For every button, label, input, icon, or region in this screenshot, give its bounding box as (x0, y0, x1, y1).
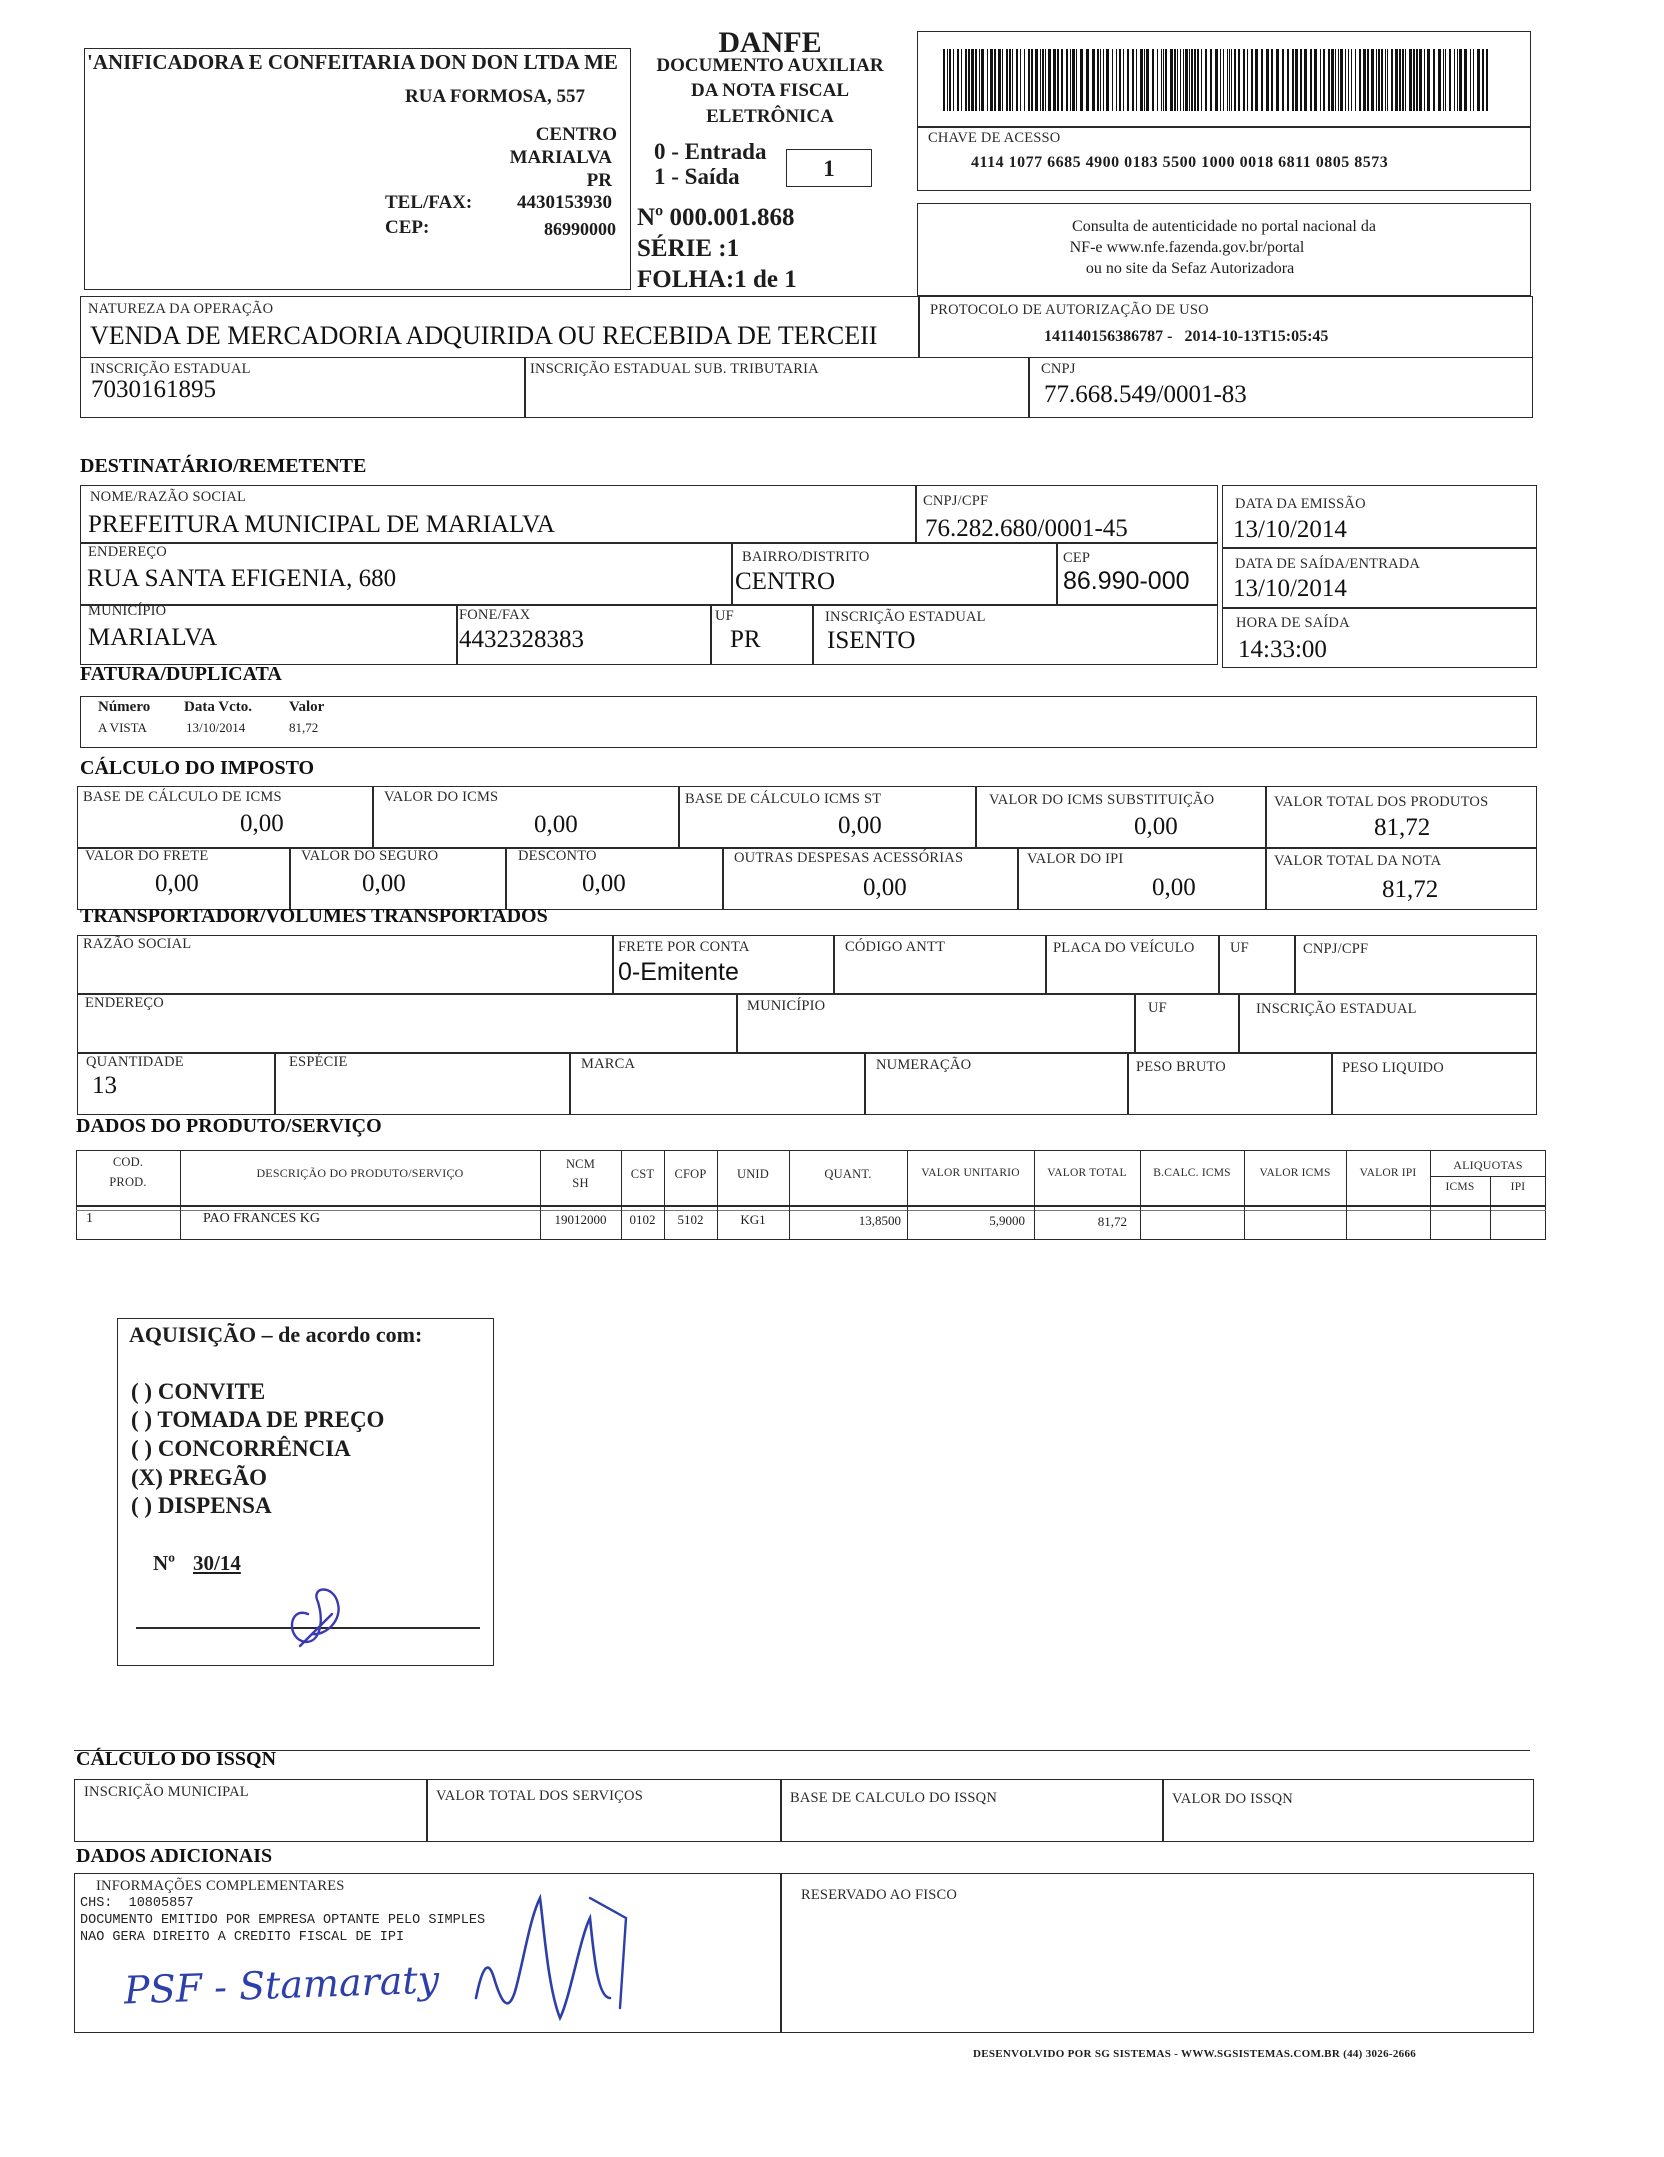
fatura-h-valor: Valor (289, 699, 325, 715)
dest-nome-label: NOME/RAZÃO SOCIAL (90, 489, 247, 505)
produtos-section: DADOS DO PRODUTO/SERVIÇO (76, 1115, 382, 1137)
emitente-cep: 86990000 (544, 219, 616, 239)
issqn-im-label: INSCRIÇÃO MUNICIPAL (84, 1784, 249, 1800)
fatura-num: A VISTA (98, 720, 147, 735)
danfe-folha: FOLHA:1 de 1 (637, 266, 797, 293)
adic-fisco-label: RESERVADO AO FISCO (801, 1887, 958, 1903)
dest-uf: PR (730, 626, 761, 653)
v-icms-value: 0,00 (534, 811, 578, 838)
v-icms-label: VALOR DO ICMS (384, 789, 499, 805)
dest-uf-label: UF (715, 608, 734, 624)
danfe-tipo: 1 (823, 156, 835, 181)
initials-signature (280, 1584, 360, 1652)
emitente-tel-label: TEL/FAX: (385, 192, 473, 213)
v-icms-sub-label: VALOR DO ICMS SUBSTITUIÇÃO (989, 792, 1215, 808)
adic-l1: CHS: 10805857 (80, 1896, 194, 1911)
transp-peso-l-label: PESO LIQUIDO (1342, 1060, 1444, 1076)
adic-info-label: INFORMAÇÕES COMPLEMENTARES (96, 1878, 345, 1894)
transp-marca-label: MARCA (581, 1056, 636, 1072)
row-cst: 0102 (629, 1212, 656, 1227)
transp-uf2-label: UF (1148, 1000, 1167, 1016)
stamp-dispensa: ( ) DISPENSA (131, 1493, 272, 1518)
dest-ie: ISENTO (827, 627, 916, 654)
footer-credit: DESENVOLVIDO POR SG SISTEMAS - WWW.SGSISTEMAS.COM.BR (44) 3026-2666 (973, 2048, 1417, 2060)
fatura-section: FATURA/DUPLICATA (80, 663, 282, 685)
fatura-valor: 81,72 (289, 720, 319, 735)
h-cod1: COD. (112, 1155, 144, 1169)
v-ipi-label: VALOR DO IPI (1027, 851, 1124, 867)
h-quant: QUANT. (824, 1167, 872, 1181)
v-seguro-value: 0,00 (362, 870, 406, 897)
transp-qtd-label: QUANTIDADE (86, 1054, 184, 1070)
outras-value: 0,00 (863, 874, 907, 901)
transp-antt-label: CÓDIGO ANTT (845, 939, 946, 955)
dest-saida: 13/10/2014 (1233, 575, 1347, 602)
stamp-convite: ( ) CONVITE (131, 1379, 266, 1404)
dest-emissao: 13/10/2014 (1233, 516, 1347, 543)
ie-label: INSCRIÇÃO ESTADUAL (90, 361, 251, 377)
natureza-label: NATUREZA DA OPERAÇÃO (88, 301, 274, 317)
bc-icms-value: 0,00 (240, 810, 284, 837)
signature-scrawl (460, 1878, 640, 2038)
protocolo-value: 141140156386787 - 2014-10-13T15:05:45 (1044, 328, 1329, 345)
danfe-sub3: ELETRÔNICA (706, 106, 834, 127)
emitente-bairro: CENTRO (535, 124, 617, 145)
dest-hora: 14:33:00 (1238, 636, 1327, 663)
stamp-concorrencia: ( ) CONCORRÊNCIA (131, 1436, 351, 1461)
transp-frete-label: FRETE POR CONTA (618, 939, 750, 955)
issqn-vts-label: VALOR TOTAL DOS SERVIÇOS (436, 1788, 643, 1804)
stamp-num-label: Nº (153, 1551, 176, 1575)
stamp-num: 30/14 (193, 1551, 241, 1575)
transp-numeracao-label: NUMERAÇÃO (876, 1057, 972, 1073)
fatura-h-data: Data Vcto. (184, 699, 253, 715)
transp-mun-label: MUNICÍPIO (747, 998, 826, 1014)
dest-emissao-label: DATA DA EMISSÃO (1235, 496, 1366, 512)
emitente-endereco: RUA FORMOSA, 557 (405, 86, 585, 107)
v-tot-nota-value: 81,72 (1382, 876, 1439, 903)
v-seguro-label: VALOR DO SEGURO (301, 848, 439, 864)
row-unid: KG1 (740, 1212, 766, 1227)
protocolo-label: PROTOCOLO DE AUTORIZAÇÃO DE USO (930, 302, 1209, 318)
barcode-graphic (943, 49, 1489, 111)
consulta-l3: ou no site da Sefaz Autorizadora (1085, 260, 1295, 277)
danfe-saida: 1 - Saída (654, 164, 740, 189)
row-cfop: 5102 (677, 1212, 704, 1227)
h-aicms: ICMS (1445, 1181, 1475, 1193)
ie-value: 7030161895 (91, 376, 216, 403)
dest-mun-label: MUNICÍPIO (88, 603, 167, 619)
dest-section: DESTINATÁRIO/REMETENTE (80, 455, 367, 477)
dest-cep: 86.990-000 (1063, 567, 1190, 595)
outras-label: OUTRAS DESPESAS ACESSÓRIAS (734, 850, 964, 866)
row-vunit: 5,9000 (989, 1213, 1025, 1228)
v-icms-sub-value: 0,00 (1134, 813, 1178, 840)
dest-bairro-label: BAIRRO/DISTRITO (742, 549, 870, 565)
dest-bairro: CENTRO (735, 568, 835, 595)
emitente-cep-label: CEP: (385, 217, 430, 238)
cnpj-label: CNPJ (1041, 361, 1076, 377)
issqn-valor-label: VALOR DO ISSQN (1172, 1791, 1293, 1807)
iest-label: INSCRIÇÃO ESTADUAL SUB. TRIBUTARIA (530, 361, 819, 377)
h-ncm2: SH (572, 1176, 589, 1190)
dest-cep-label: CEP (1063, 550, 1091, 566)
dest-end: RUA SANTA EFIGENIA, 680 (87, 565, 397, 592)
stamp-pregao: (X) PREGÃO (131, 1465, 268, 1490)
h-aipi: IPI (1510, 1181, 1526, 1193)
stamp-tomada: ( ) TOMADA DE PREÇO (131, 1407, 385, 1432)
dest-mun: MARIALVA (88, 624, 218, 651)
bc-icms-st-label: BASE DE CÁLCULO ICMS ST (685, 791, 882, 807)
v-frete-label: VALOR DO FRETE (85, 848, 209, 864)
transp-especie-label: ESPÉCIE (289, 1054, 348, 1070)
issqn-base-label: BASE DE CALCULO DO ISSQN (790, 1790, 998, 1806)
fatura-data: 13/10/2014 (186, 720, 246, 735)
danfe-title: DANFE (718, 26, 822, 59)
danfe-numero: Nº 000.001.868 (637, 204, 795, 231)
v-frete-value: 0,00 (155, 870, 199, 897)
row-cod: 1 (86, 1211, 93, 1226)
h-bcalc: B.CALC. ICMS (1153, 1167, 1231, 1179)
desconto-label: DESCONTO (518, 848, 597, 864)
danfe-serie: SÉRIE :1 (637, 235, 740, 262)
produtos-table (76, 1150, 1546, 1240)
row-vtotal: 81,72 (1097, 1214, 1127, 1229)
transp-razao-label: RAZÃO SOCIAL (83, 936, 192, 952)
transp-frete-value: 0-Emitente (618, 958, 739, 986)
danfe-entrada: 0 - Entrada (654, 139, 767, 164)
v-ipi-value: 0,00 (1152, 874, 1196, 901)
v-tot-nota-label: VALOR TOTAL DA NOTA (1274, 853, 1442, 869)
fatura-h-num: Número (98, 699, 151, 715)
v-tot-prod-value: 81,72 (1374, 814, 1431, 841)
emitente-cidade: MARIALVA (509, 147, 612, 168)
handwritten-note: PSF - Stamaraty (123, 1957, 440, 2013)
h-ncm1: NCM (565, 1157, 596, 1171)
natureza-value: VENDA DE MERCADORIA ADQUIRIDA OU RECEBIDA DE TERCEII (90, 321, 878, 350)
h-unid: UNID (736, 1167, 770, 1181)
emitente-nome: 'ANIFICADORA E CONFEITARIA DON DON LTDA ME (87, 50, 618, 74)
dest-fone-label: FONE/FAX (459, 607, 531, 623)
dest-end-label: ENDEREÇO (88, 544, 167, 560)
h-cod2: PROD. (109, 1175, 147, 1189)
h-vipi: VALOR IPI (1359, 1167, 1417, 1179)
transp-peso-b-label: PESO BRUTO (1136, 1059, 1226, 1075)
dest-ie-label: INSCRIÇÃO ESTADUAL (825, 609, 986, 625)
dest-nome: PREFEITURA MUNICIPAL DE MARIALVA (88, 511, 555, 538)
v-tot-prod-label: VALOR TOTAL DOS PRODUTOS (1274, 794, 1489, 810)
cnpj-value: 77.668.549/0001-83 (1044, 381, 1247, 408)
transp-qtd-value: 13 (92, 1072, 117, 1099)
chave-label: CHAVE DE ACESSO (928, 130, 1061, 146)
row-desc: PAO FRANCES KG (203, 1211, 320, 1226)
transp-ie-label: INSCRIÇÃO ESTADUAL (1256, 1001, 1417, 1017)
danfe-sub1: DOCUMENTO AUXILIAR (656, 55, 884, 76)
issqn-box (74, 1779, 1534, 1842)
consulta-l1: Consulta de autenticidade no portal nacional da (1072, 218, 1376, 235)
issqn-section: CÁLCULO DO ISSQN (76, 1748, 277, 1770)
emitente-tel: 4430153930 (517, 192, 612, 213)
stamp-title: AQUISIÇÃO – de acordo com: (129, 1322, 423, 1347)
h-desc: DESCRIÇÃO DO PRODUTO/SERVIÇO (256, 1166, 464, 1180)
row-quant: 13,8500 (858, 1213, 901, 1228)
emitente-uf: PR (586, 170, 612, 191)
h-vunit: VALOR UNITARIO (921, 1167, 1020, 1179)
desconto-value: 0,00 (582, 870, 626, 897)
consulta-l2: NF-e www.nfe.fazenda.gov.br/portal (1069, 239, 1305, 256)
bc-icms-st-value: 0,00 (838, 812, 882, 839)
transp-box (77, 935, 1537, 1115)
adic-l3: NAO GERA DIREITO A CREDITO FISCAL DE IPI (80, 1930, 405, 1945)
dest-cnpj: 76.282.680/0001-45 (925, 515, 1128, 542)
emitente-box (84, 48, 631, 290)
transp-section: TRANSPORTADOR/VOLUMES TRANSPORTADOS (80, 905, 548, 927)
row-ncm: 19012000 (554, 1212, 607, 1227)
danfe-sub2: DA NOTA FISCAL (690, 80, 849, 101)
dest-cnpj-label: CNPJ/CPF (923, 493, 989, 509)
adic-section: DADOS ADICIONAIS (76, 1845, 273, 1867)
adic-l2: DOCUMENTO EMITIDO POR EMPRESA OPTANTE PELO SIMPLES (80, 1913, 486, 1928)
imposto-section: CÁLCULO DO IMPOSTO (80, 757, 315, 779)
h-cfop: CFOP (674, 1167, 707, 1181)
dest-saida-label: DATA DE SAÍDA/ENTRADA (1235, 556, 1421, 572)
dest-fone: 4432328383 (459, 626, 584, 653)
chave-value: 4114 1077 6685 4900 0183 5500 1000 0018 6811 0805 8573 (971, 154, 1389, 171)
h-cst: CST (630, 1167, 655, 1181)
bc-icms-label: BASE DE CÁLCULO DE ICMS (83, 789, 282, 805)
transp-end-label: ENDEREÇO (85, 995, 164, 1011)
h-aliq: ALIQUOTAS (1453, 1158, 1523, 1172)
h-vicms: VALOR ICMS (1259, 1167, 1331, 1179)
transp-cnpj-label: CNPJ/CPF (1303, 941, 1369, 957)
transp-uf-label: UF (1230, 940, 1249, 956)
h-vtotal: VALOR TOTAL (1047, 1167, 1127, 1179)
dest-hora-label: HORA DE SAÍDA (1236, 615, 1350, 631)
transp-placa-label: PLACA DO VEÍCULO (1053, 940, 1195, 956)
